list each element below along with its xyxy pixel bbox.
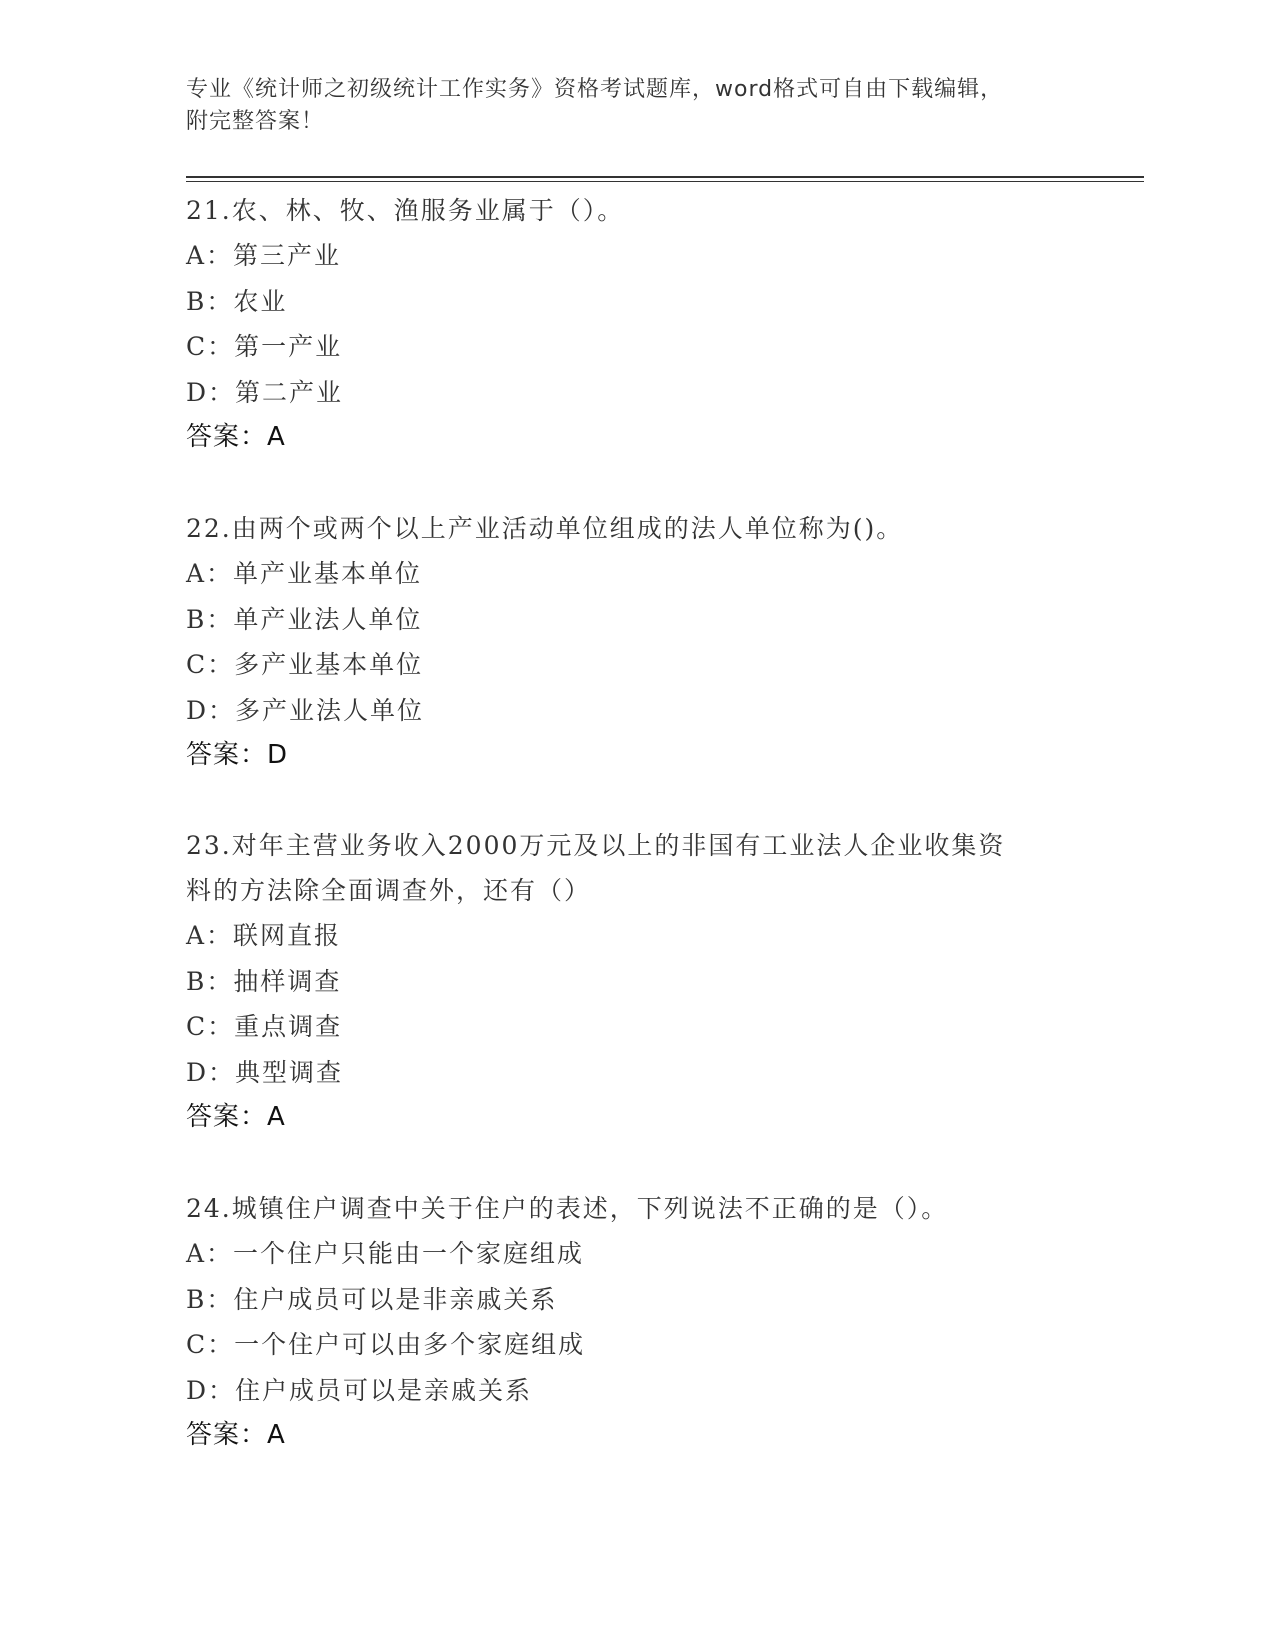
question-stem: 21.农、林、牧、渔服务业属于（）。 <box>186 196 625 225</box>
answer-line: 答案：D <box>186 740 289 770</box>
option-d: D：住户成员可以是亲戚关系 <box>186 1375 533 1405</box>
option-b: B：农业 <box>186 286 288 316</box>
header-divider-thick <box>186 176 1144 178</box>
question-stem: 22.由两个或两个以上产业活动单位组成的法人单位称为()。 <box>186 514 904 543</box>
question-21 <box>186 188 1086 460</box>
option-b: B：单产业法人单位 <box>186 604 423 634</box>
option-c: C：第一产业 <box>186 332 343 361</box>
question-22 <box>186 506 1086 778</box>
option-a: A：一个住户只能由一个家庭组成 <box>186 1239 585 1268</box>
header-line-2: 附完整答案！ <box>186 109 325 134</box>
header-divider-thin <box>186 181 1144 182</box>
option-c: C：多产业基本单位 <box>186 650 424 679</box>
option-d: D：典型调查 <box>186 1057 344 1087</box>
option-c: C：一个住户可以由多个家庭组成 <box>186 1330 586 1359</box>
option-a: A：联网直报 <box>186 921 342 950</box>
option-b: B：住户成员可以是非亲戚关系 <box>186 1284 558 1314</box>
answer-line: 答案：A <box>186 1102 286 1132</box>
document-header <box>186 74 1086 138</box>
question-stem-line-1: 23.对年主营业务收入2000万元及以上的非国有工业法人企业收集资 <box>186 831 1006 860</box>
question-stem-line-2: 料的方法除全面调查外，还有（） <box>186 876 592 905</box>
question-stem: 24.城镇住户调查中关于住户的表述，下列说法不正确的是（）。 <box>186 1194 949 1223</box>
answer-line: 答案：A <box>186 422 286 452</box>
option-a: A：第三产业 <box>186 241 342 270</box>
answer-line: 答案：A <box>186 1420 286 1450</box>
option-d: D：多产业法人单位 <box>186 695 425 725</box>
question-23 <box>186 823 1086 1140</box>
question-24 <box>186 1186 1086 1458</box>
option-c: C：重点调查 <box>186 1012 343 1041</box>
option-d: D：第二产业 <box>186 377 344 407</box>
header-line-1: 专业《统计师之初级统计工作实务》资格考试题库，word格式可自由下载编辑， <box>186 77 1004 102</box>
option-b: B：抽样调查 <box>186 966 342 996</box>
option-a: A：单产业基本单位 <box>186 559 423 588</box>
